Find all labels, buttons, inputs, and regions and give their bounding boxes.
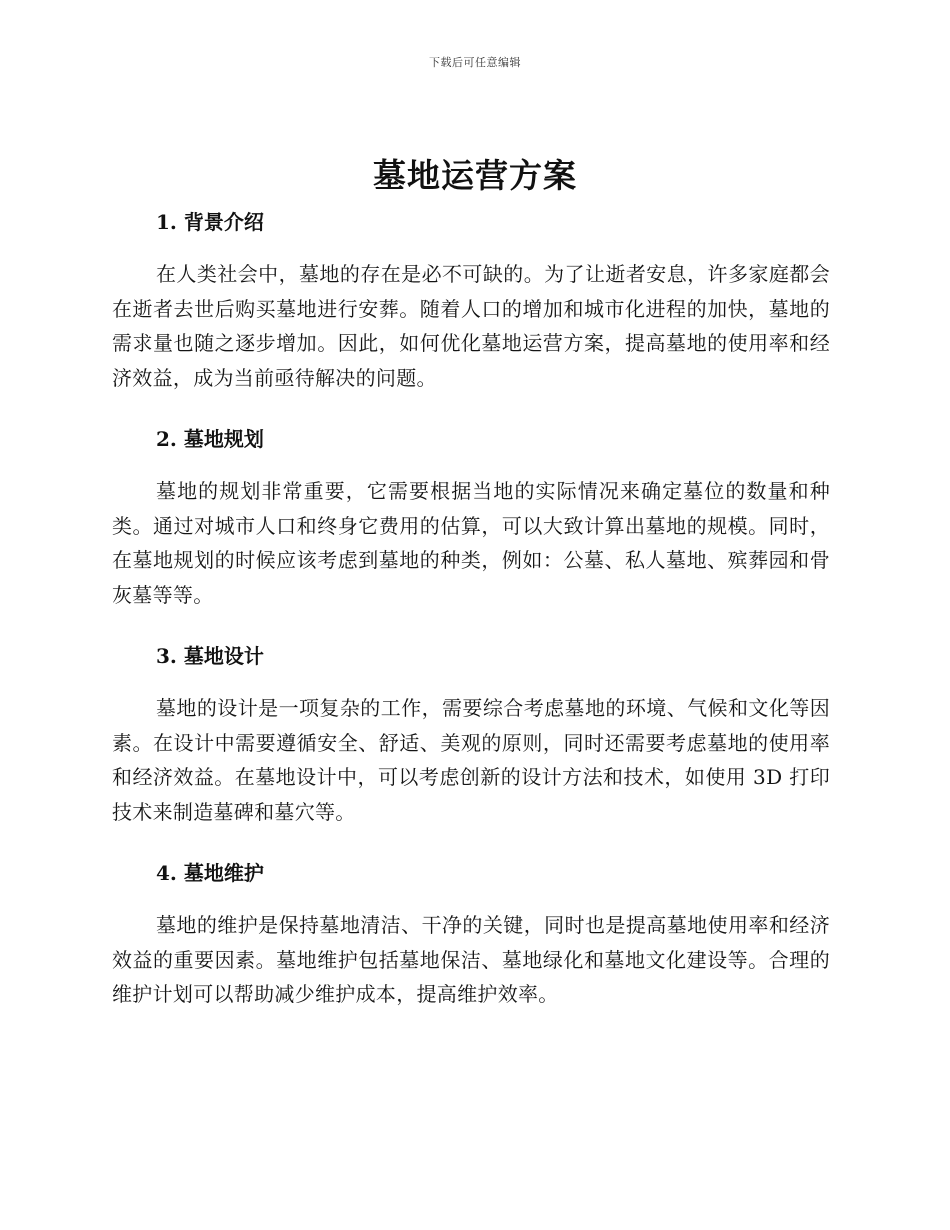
- section-heading: [112, 200, 830, 244]
- document-title: 墓地运营方案: [373, 156, 577, 195]
- section-title: 墓地规划: [183, 427, 264, 451]
- section-heading: [112, 851, 830, 895]
- section-number: 3.: [156, 644, 177, 668]
- section-planning: [112, 417, 830, 622]
- section-design: [112, 634, 830, 839]
- section-title: 墓地维护: [183, 861, 264, 885]
- section-paragraph: 墓地的规划非常重要，它需要根据当地的实际情况来确定墓位的数量和种类。通过对城市人口和终身它费用的估算，可以大致计算出墓地的规模。同时，在墓地规划的时候应该考虑到墓地的种类，例如：公墓、私人墓地、殡葬园和骨灰墓等等。: [112, 479, 830, 607]
- section-title: 墓地设计: [183, 644, 264, 668]
- section-paragraph: 墓地的设计是一项复杂的工作，需要综合考虑墓地的环境、气候和文化等因素。在设计中需要遵循安全、舒适、美观的原则，同时还需要考虑墓地的使用率和经济效益。在墓地设计中，可以考虑创新的设计方法和技术，如使用 3D 打印技术来制造墓碑和墓穴等。: [112, 696, 830, 824]
- section-background: [112, 200, 830, 405]
- section-number: 2.: [156, 427, 177, 451]
- section-heading: [112, 417, 830, 461]
- section-title: 背景介绍: [183, 210, 264, 234]
- section-maintenance: [112, 851, 830, 1022]
- section-number: 1.: [156, 210, 177, 234]
- section-number: 4.: [156, 861, 177, 885]
- section-paragraph: 在人类社会中，墓地的存在是必不可缺的。为了让逝者安息，许多家庭都会在逝者去世后购买墓地进行安葬。随着人口的增加和城市化进程的加快，墓地的需求量也随之逐步增加。因此，如何优化墓地运营方案，提高墓地的使用率和经济效益，成为当前亟待解决的问题。: [112, 262, 830, 390]
- header-note: 下载后可任意编辑: [429, 56, 521, 69]
- section-heading: [112, 634, 830, 678]
- document-body: [112, 200, 830, 1022]
- section-paragraph: 墓地的维护是保持墓地清洁、干净的关键，同时也是提高墓地使用率和经济效益的重要因素。墓地维护包括墓地保洁、墓地绿化和墓地文化建设等。合理的维护计划可以帮助减少维护成本，提高维护效率。: [112, 913, 830, 1006]
